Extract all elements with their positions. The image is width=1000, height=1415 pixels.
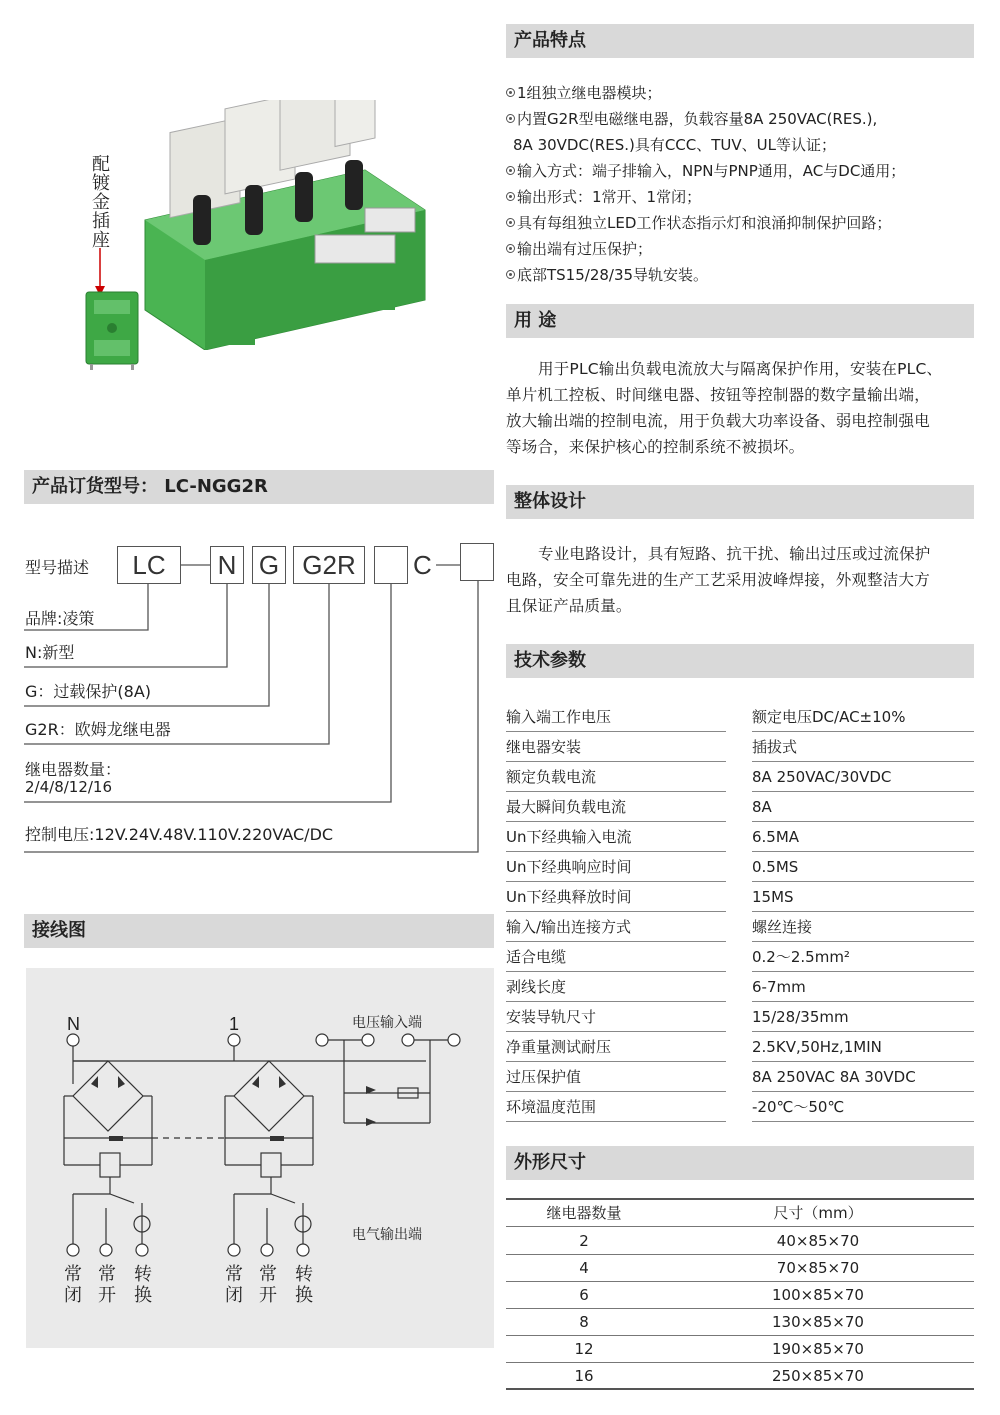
spec-value: 螺丝连接 <box>752 912 974 942</box>
terminal-1-label: 1 <box>229 1014 240 1034</box>
feature-item <box>506 80 662 106</box>
spec-key: Un下经典输入电流 <box>506 822 726 852</box>
socket-label: 配镀金插座 <box>92 154 110 251</box>
code-box-lc: LC <box>117 546 181 584</box>
bullet-icon <box>506 114 515 123</box>
output-terminal-label: 常开 <box>259 1264 277 1306</box>
feature-item <box>506 236 652 262</box>
feature-text: 具有每组独立LED工作状态指示灯和浪涌抑制保护回路； <box>517 214 892 232</box>
spec-value: 插拔式 <box>752 732 974 762</box>
table-row <box>506 1255 974 1282</box>
spec-row <box>506 852 974 882</box>
table-row <box>506 1309 974 1336</box>
header-qty: 继电器数量 <box>546 1204 622 1222</box>
bullet-icon <box>506 218 515 227</box>
dim-qty: 12 <box>574 1340 594 1358</box>
spec-row <box>506 942 974 972</box>
output-terminal-label: 转换 <box>295 1264 313 1306</box>
spec-value: 8A <box>752 792 974 822</box>
feature-text: 输入方式：端子排输入，NPN与PNP通用，AC与DC通用； <box>517 162 906 180</box>
spec-key: Un下经典释放时间 <box>506 882 726 912</box>
terminal-n-label: N <box>67 1014 80 1034</box>
specs-heading: 技术参数 <box>506 644 974 678</box>
code-box-g: G <box>252 546 286 584</box>
dim-size: 190×85×70 <box>772 1340 864 1358</box>
spec-value: 0.5MS <box>752 852 974 882</box>
feature-item <box>506 158 905 184</box>
table-row <box>506 1228 974 1255</box>
code-box-n: N <box>210 546 244 584</box>
table-row <box>506 1336 974 1363</box>
spec-row <box>506 702 974 732</box>
table-row <box>506 1282 974 1309</box>
voltage-input-label: 电压输入端 <box>352 1015 422 1031</box>
feature-item <box>506 184 701 210</box>
spec-value: 6-7mm <box>752 972 974 1002</box>
spec-value: 15/28/35mm <box>752 1002 974 1032</box>
dim-size: 40×85×70 <box>776 1232 860 1250</box>
header-size: 尺寸（mm） <box>773 1204 863 1222</box>
feature-text: 内置G2R型电磁继电器，负载容量8A 250VAC(RES.), <box>517 110 878 128</box>
output-terminal-label: 常开 <box>98 1264 116 1306</box>
spec-row <box>506 732 974 762</box>
spec-row <box>506 792 974 822</box>
electric-output-label: 电气输出端 <box>352 1227 422 1243</box>
usage-heading: 用 途 <box>506 304 974 338</box>
spec-key: 输入/输出连接方式 <box>506 912 726 942</box>
spec-row <box>506 1062 974 1092</box>
order-label-voltage: 控制电压:12V.24V.48V.110V.220VAC/DC <box>25 825 334 844</box>
bullet-icon <box>506 270 515 279</box>
bullet-icon <box>506 244 515 253</box>
design-line: 电路，安全可靠先进的生产工艺采用波峰焊接，外观整洁大方 <box>506 571 930 589</box>
design-line: 且保证产品质量。 <box>506 597 632 615</box>
spec-row <box>506 882 974 912</box>
features-heading: 产品特点 <box>506 24 974 58</box>
dim-qty: 6 <box>579 1286 589 1304</box>
usage-text <box>506 356 986 460</box>
spec-value: 8A 250VAC/30VDC <box>752 762 974 792</box>
order-label-new: N:新型 <box>25 643 75 662</box>
dim-size: 130×85×70 <box>772 1313 864 1331</box>
output-terminal-label: 常闭 <box>64 1264 82 1306</box>
dim-qty: 4 <box>579 1259 589 1277</box>
spec-row <box>506 1032 974 1062</box>
spec-key: 额定负载电流 <box>506 762 726 792</box>
model-desc-label: 型号描述 <box>25 558 90 577</box>
order-label-qty: 继电器数量： <box>25 760 122 779</box>
spec-value: 15MS <box>752 882 974 912</box>
dim-qty: 8 <box>579 1313 589 1331</box>
spec-value: 0.2～2.5mm² <box>752 942 974 972</box>
dim-size: 250×85×70 <box>772 1367 864 1385</box>
bullet-icon <box>506 192 515 201</box>
dimensions-heading: 外形尺寸 <box>506 1146 974 1180</box>
feature-item <box>506 262 708 288</box>
order-label-qty-values: 2/4/8/12/16 <box>25 778 113 796</box>
spec-value: 6.5MA <box>752 822 974 852</box>
usage-line: 放大输出端的控制电流，用于负载大功率设备、弱电控制强电 <box>506 412 930 430</box>
dim-size: 70×85×70 <box>776 1259 860 1277</box>
bullet-icon <box>506 166 515 175</box>
usage-line: 等场合，来保护核心的控制系统不被损坏。 <box>506 438 805 456</box>
spec-key: 环境温度范围 <box>506 1092 726 1122</box>
usage-line: 用于PLC输出负载电流放大与隔离保护作用，安装在PLC、 <box>538 360 943 378</box>
dim-qty: 16 <box>574 1367 594 1385</box>
order-heading: 产品订货型号： LC-NGG2R <box>24 470 494 504</box>
feature-text: 底部TS15/28/35导轨安装。 <box>517 266 709 284</box>
feature-item <box>506 210 891 236</box>
spec-value: 8A 250VAC 8A 30VDC <box>752 1062 974 1092</box>
feature-text: 输出端有过压保护； <box>517 240 653 258</box>
design-heading: 整体设计 <box>506 485 974 519</box>
order-label-brand: 品牌:凌策 <box>25 609 95 628</box>
order-label-relay: G2R：欧姆龙继电器 <box>25 720 171 739</box>
spec-key: 输入端工作电压 <box>506 702 726 732</box>
code-letter-c: C <box>413 550 432 580</box>
output-terminal-label: 转换 <box>134 1264 152 1306</box>
wiring-heading: 接线图 <box>24 914 494 948</box>
order-label-overload: G：过载保护(8A) <box>25 682 152 701</box>
feature-text: 输出形式：1常开、1常闭； <box>517 188 702 206</box>
spec-value: 2.5KV,50Hz,1MIN <box>752 1032 974 1062</box>
bullet-icon <box>506 88 515 97</box>
spec-key: 适合电缆 <box>506 942 726 972</box>
dim-size: 100×85×70 <box>772 1286 864 1304</box>
spec-key: 最大瞬间负载电流 <box>506 792 726 822</box>
spec-key: 剥线长度 <box>506 972 726 1002</box>
spec-value: -20℃～50℃ <box>752 1092 974 1122</box>
spec-row <box>506 912 974 942</box>
spec-row <box>506 972 974 1002</box>
dim-qty: 2 <box>579 1232 589 1250</box>
spec-row <box>506 1002 974 1032</box>
spec-row <box>506 762 974 792</box>
spec-row <box>506 1092 974 1122</box>
feature-text: 8A 30VDC(RES.)具有CCC、TUV、UL等认证； <box>513 136 836 154</box>
feature-text: 1组独立继电器模块； <box>517 84 662 102</box>
spec-value: 额定电压DC/AC±10% <box>752 702 974 732</box>
usage-line: 单片机工控板、时间继电器、按钮等控制器的数字量输出端， <box>506 386 930 404</box>
feature-item <box>506 106 877 132</box>
dimensions-header-row <box>506 1200 974 1227</box>
design-line: 专业电路设计，具有短路、抗干扰、输出过压或过流保护 <box>538 545 931 563</box>
spec-key: 过压保护值 <box>506 1062 726 1092</box>
design-text <box>506 541 986 619</box>
spec-key: 净重量测试耐压 <box>506 1032 726 1062</box>
spec-key: Un下经典响应时间 <box>506 852 726 882</box>
spec-key: 安装导轨尺寸 <box>506 1002 726 1032</box>
table-row <box>506 1363 974 1390</box>
output-terminal-label: 常闭 <box>225 1264 243 1306</box>
spec-row <box>506 822 974 852</box>
code-box-g2r: G2R <box>293 546 365 584</box>
spec-key: 继电器安装 <box>506 732 726 762</box>
feature-item <box>513 132 836 158</box>
